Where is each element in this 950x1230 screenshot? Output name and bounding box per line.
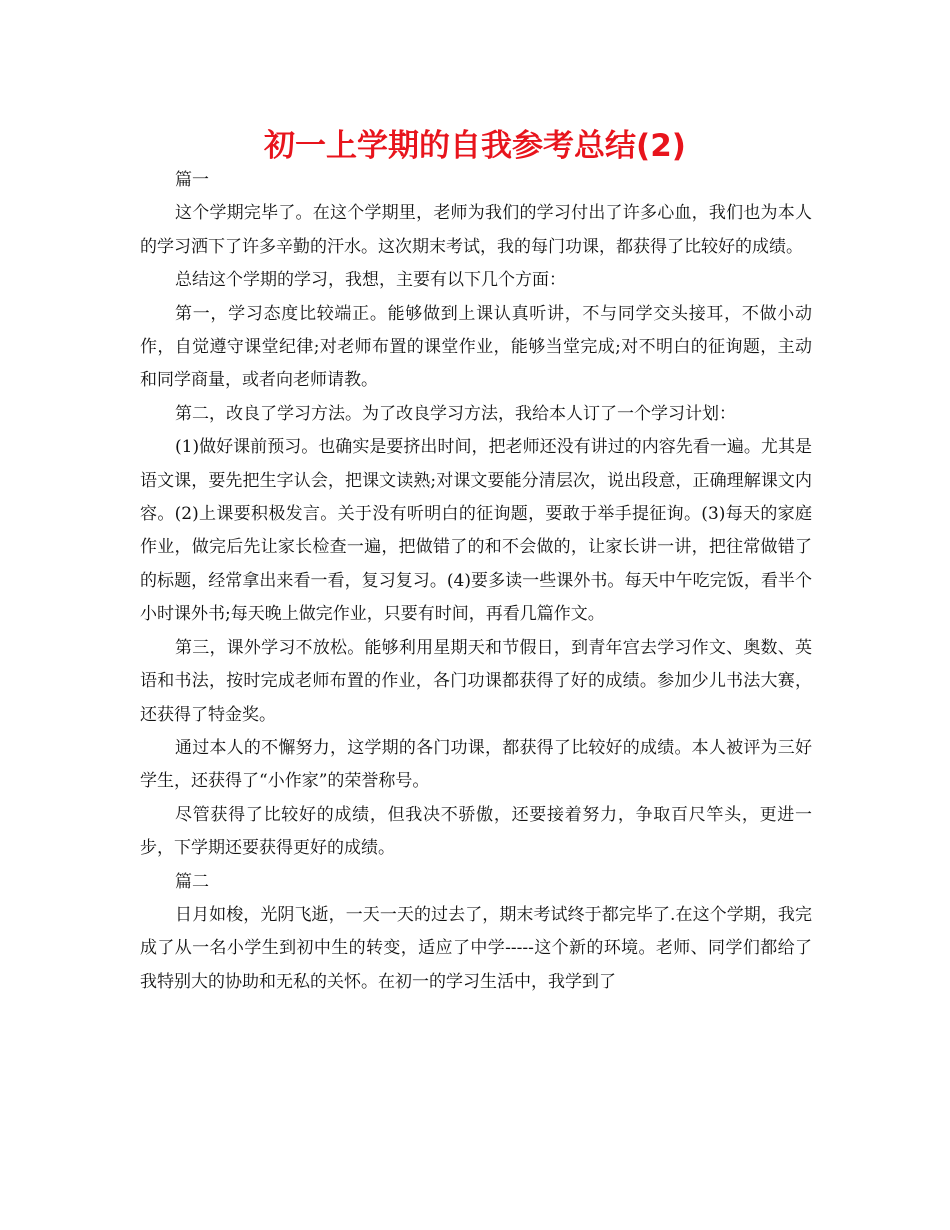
paragraph: 总结这个学期的学习，我想，主要有以下几个方面： <box>175 270 566 291</box>
paragraph: 日月如梭，光阴飞逝，一天一天的过去了，期末考试终于都完毕了.在这个学期，我完成了从一名小学生到初中生的转变，适应了中学-----这个新的环境。老师、同学们都给了我特别大的协助和无私的关怀。在初一的学习生活中，我学到了 <box>140 904 812 992</box>
paragraph: 第二，改良了学习方法。为了改良学习方法，我给本人订了一个学习计划： <box>175 403 736 424</box>
document-title: 初一上学期的自我参考总结(2) <box>264 128 686 164</box>
section-heading-1: 篇一 <box>175 170 209 190</box>
paragraph: 第三，课外学习不放松。能够利用星期天和节假日，到青年宫去学习作文、奥数、英语和书法，按时完成老师布置的作业，各门功课都获得了好的成绩。参加少儿书法大赛，还获得了特金奖。 <box>140 637 812 725</box>
section-heading-2: 篇二 <box>175 871 209 892</box>
document-body <box>140 164 812 999</box>
paragraph: 尽管获得了比较好的成绩，但我决不骄傲，还要接着努力，争取百尺竿头，更进一步，下学期还要获得更好的成绩。 <box>140 804 812 859</box>
paragraph: 通过本人的不懈努力，这学期的各门功课，都获得了比较好的成绩。本人被评为三好学生，还获得了“小作家”的荣誉称号。 <box>140 737 812 792</box>
paragraph: 这个学期完毕了。在这个学期里，老师为我们的学习付出了许多心血，我们也为本人的学习洒下了许多辛勤的汗水。这次期末考试，我的每门功课，都获得了比较好的成绩。 <box>140 203 812 257</box>
paragraph: 第一，学习态度比较端正。能够做到上课认真听讲，不与同学交头接耳，不做小动作，自觉遵守课堂纪律;对老师布置的课堂作业，能够当堂完成;对不明白的征询题，主动和同学商量，或者向老师请教。 <box>140 303 812 391</box>
paragraph: (1)做好课前预习。也确实是要挤出时间，把老师还没有讲过的内容先看一遍。尤其是语文课，要先把生字认会，把课文读熟;对课文要能分清层次，说出段意，正确理解课文内容。(2)上课要积极发言。关于没有听明白的征询题，要敢于举手提征询。(3)每天的家庭作业，做完后先让家长检查一遍，把做错了的和不会做的，让家长讲一讲，把往常做错了的标题，经常拿出来看一看，复习复习。(4)要多读一些课外书。每天中午吃完饭，看半个小时课外书;每天晚上做完作业，只要有时间，再看几篇作文。 <box>140 437 812 625</box>
